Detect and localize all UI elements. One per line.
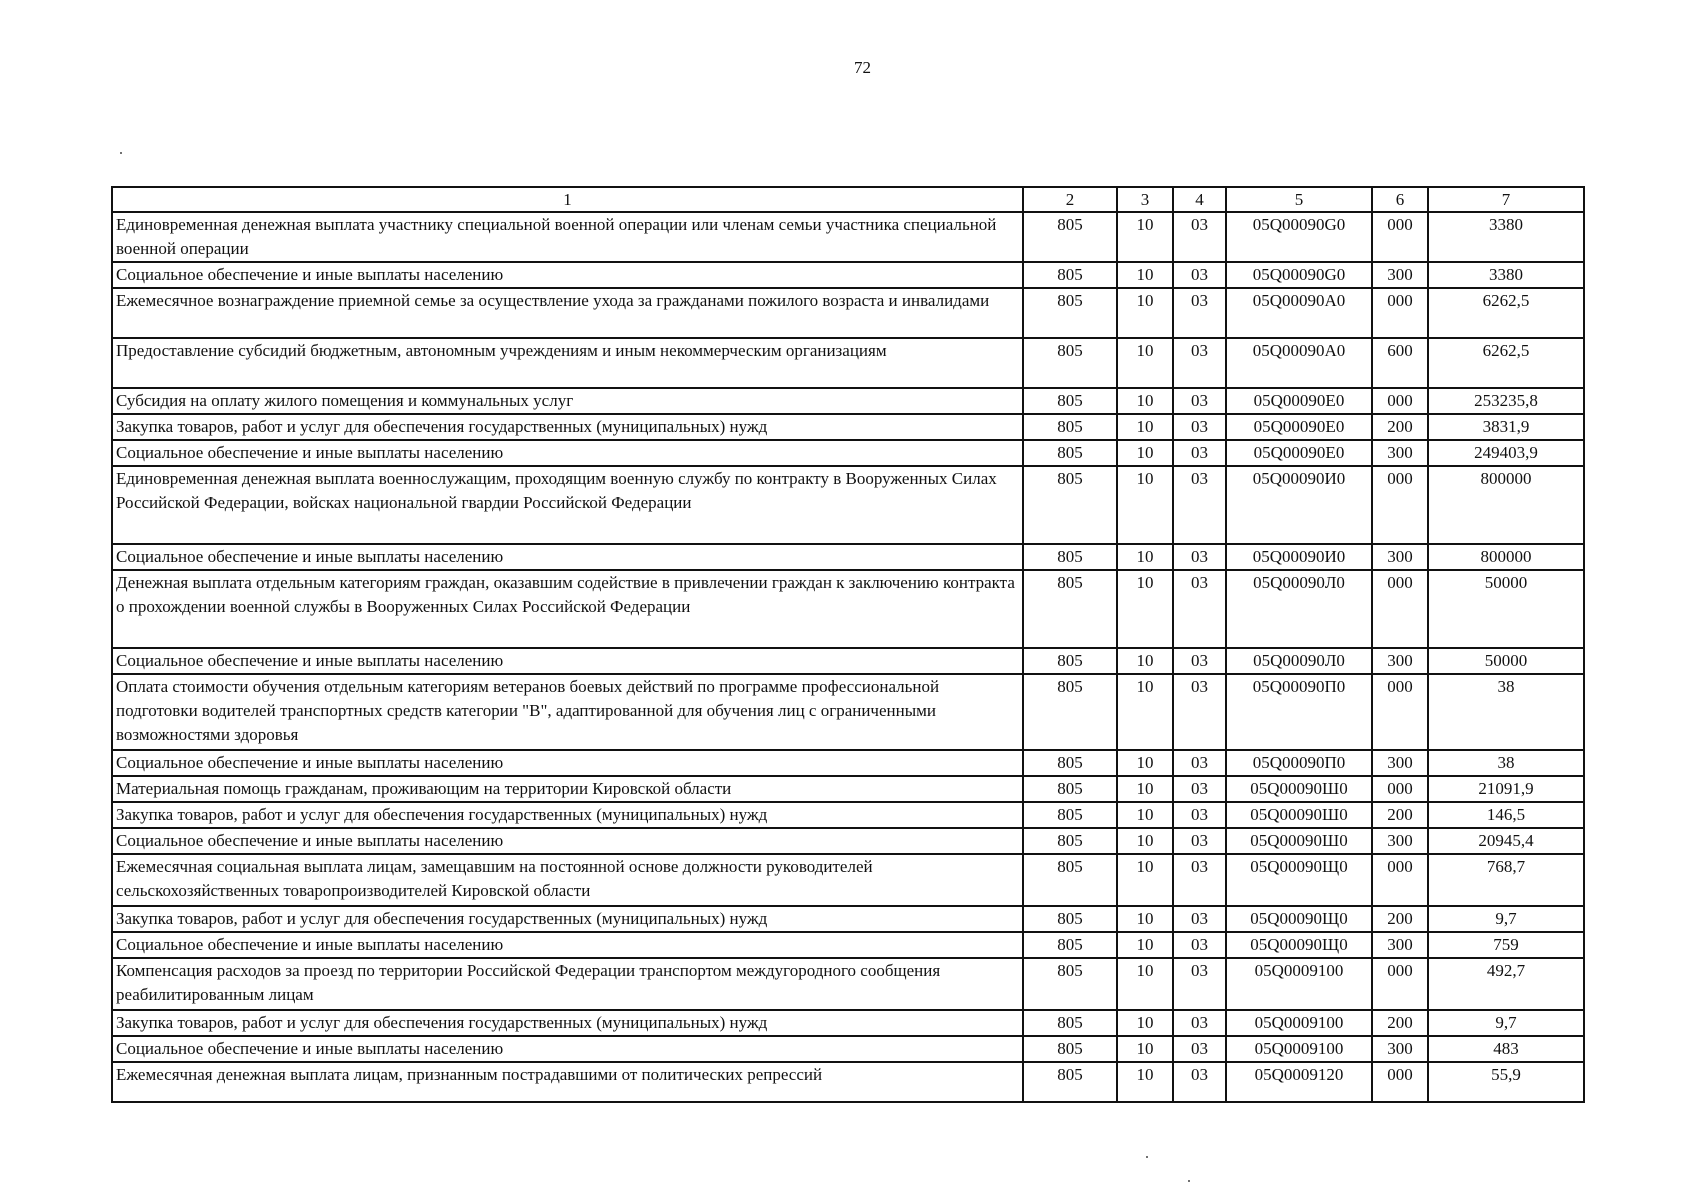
row-description: Социальное обеспечение и иные выплаты населению bbox=[112, 544, 1023, 570]
table-row bbox=[112, 414, 1584, 440]
row-code-5: 05Q00090Щ0 bbox=[1226, 906, 1372, 932]
row-code-5: 05Q00090П0 bbox=[1226, 674, 1372, 750]
row-description: Закупка товаров, работ и услуг для обеспечения государственных (муниципальных) нужд bbox=[112, 414, 1023, 440]
row-amount: 492,7 bbox=[1428, 958, 1584, 1010]
row-description: Социальное обеспечение и иные выплаты населению bbox=[112, 750, 1023, 776]
row-code-4: 03 bbox=[1173, 388, 1226, 414]
row-code-3: 10 bbox=[1117, 544, 1173, 570]
row-amount: 3831,9 bbox=[1428, 414, 1584, 440]
row-code-4: 03 bbox=[1173, 338, 1226, 388]
scan-speck bbox=[1146, 1156, 1148, 1158]
row-description: Единовременная денежная выплата военнослужащим, проходящим военную службу по контракту в Вооруженных Силах Российской Федерации, войсках национальной гвардии Российской Федерации bbox=[112, 466, 1023, 544]
row-description: Денежная выплата отдельным категориям граждан, оказавшим содействие в привлечении граждан к заключению контракта о прохождении военной службы в Вооруженных Силах Российской Федерации bbox=[112, 570, 1023, 648]
row-code-4: 03 bbox=[1173, 288, 1226, 338]
row-code-2: 805 bbox=[1023, 750, 1117, 776]
row-code-5: 05Q00090Л0 bbox=[1226, 648, 1372, 674]
row-code-6: 300 bbox=[1372, 544, 1428, 570]
row-amount: 800000 bbox=[1428, 466, 1584, 544]
row-code-2: 805 bbox=[1023, 466, 1117, 544]
column-header: 7 bbox=[1428, 187, 1584, 212]
row-amount: 38 bbox=[1428, 750, 1584, 776]
row-description: Ежемесячная социальная выплата лицам, замещавшим на постоянной основе должности руководителей сельскохозяйственных товаропроизводителей Кировской области bbox=[112, 854, 1023, 906]
row-code-5: 05Q0009100 bbox=[1226, 1036, 1372, 1062]
table-row bbox=[112, 212, 1584, 262]
row-code-3: 10 bbox=[1117, 288, 1173, 338]
table-row bbox=[112, 750, 1584, 776]
row-code-2: 805 bbox=[1023, 544, 1117, 570]
row-code-6: 300 bbox=[1372, 648, 1428, 674]
row-code-5: 05Q00090Щ0 bbox=[1226, 932, 1372, 958]
row-amount: 146,5 bbox=[1428, 802, 1584, 828]
row-code-5: 05Q00090Ш0 bbox=[1226, 802, 1372, 828]
row-amount: 9,7 bbox=[1428, 1010, 1584, 1036]
row-code-5: 05Q00090E0 bbox=[1226, 414, 1372, 440]
table-row bbox=[112, 1036, 1584, 1062]
row-code-6: 000 bbox=[1372, 854, 1428, 906]
row-code-5: 05Q00090Щ0 bbox=[1226, 854, 1372, 906]
row-code-3: 10 bbox=[1117, 414, 1173, 440]
row-code-5: 05Q00090A0 bbox=[1226, 288, 1372, 338]
table-row bbox=[112, 776, 1584, 802]
row-description: Предоставление субсидий бюджетным, автономным учреждениям и иным некоммерческим организациям bbox=[112, 338, 1023, 388]
row-code-5: 05Q00090П0 bbox=[1226, 750, 1372, 776]
row-code-3: 10 bbox=[1117, 776, 1173, 802]
row-code-4: 03 bbox=[1173, 414, 1226, 440]
row-description: Единовременная денежная выплата участнику специальной военной операции или членам семьи участника специальной военной операции bbox=[112, 212, 1023, 262]
row-amount: 6262,5 bbox=[1428, 338, 1584, 388]
row-code-6: 300 bbox=[1372, 440, 1428, 466]
row-code-3: 10 bbox=[1117, 262, 1173, 288]
row-code-6: 000 bbox=[1372, 466, 1428, 544]
row-code-6: 200 bbox=[1372, 1010, 1428, 1036]
row-code-4: 03 bbox=[1173, 906, 1226, 932]
row-description: Закупка товаров, работ и услуг для обеспечения государственных (муниципальных) нужд bbox=[112, 906, 1023, 932]
row-code-2: 805 bbox=[1023, 414, 1117, 440]
row-code-5: 05Q00090Ш0 bbox=[1226, 776, 1372, 802]
table-row bbox=[112, 958, 1584, 1010]
row-code-3: 10 bbox=[1117, 648, 1173, 674]
row-code-4: 03 bbox=[1173, 958, 1226, 1010]
row-amount: 38 bbox=[1428, 674, 1584, 750]
row-code-6: 000 bbox=[1372, 674, 1428, 750]
row-code-5: 05Q00090E0 bbox=[1226, 388, 1372, 414]
table-row bbox=[112, 466, 1584, 544]
row-code-2: 805 bbox=[1023, 854, 1117, 906]
row-amount: 55,9 bbox=[1428, 1062, 1584, 1102]
row-amount: 6262,5 bbox=[1428, 288, 1584, 338]
row-code-5: 05Q00090Ш0 bbox=[1226, 828, 1372, 854]
row-code-2: 805 bbox=[1023, 906, 1117, 932]
row-amount: 249403,9 bbox=[1428, 440, 1584, 466]
row-amount: 50000 bbox=[1428, 648, 1584, 674]
row-code-5: 05Q00090A0 bbox=[1226, 338, 1372, 388]
row-code-2: 805 bbox=[1023, 440, 1117, 466]
row-code-3: 10 bbox=[1117, 958, 1173, 1010]
column-header: 1 bbox=[112, 187, 1023, 212]
row-description: Субсидия на оплату жилого помещения и коммунальных услуг bbox=[112, 388, 1023, 414]
row-code-4: 03 bbox=[1173, 212, 1226, 262]
table-row bbox=[112, 906, 1584, 932]
row-code-4: 03 bbox=[1173, 854, 1226, 906]
row-code-6: 000 bbox=[1372, 958, 1428, 1010]
column-header: 2 bbox=[1023, 187, 1117, 212]
row-code-3: 10 bbox=[1117, 440, 1173, 466]
row-code-4: 03 bbox=[1173, 544, 1226, 570]
row-code-6: 300 bbox=[1372, 1036, 1428, 1062]
table-row bbox=[112, 828, 1584, 854]
row-description: Социальное обеспечение и иные выплаты населению bbox=[112, 262, 1023, 288]
row-code-6: 000 bbox=[1372, 570, 1428, 648]
row-code-4: 03 bbox=[1173, 1062, 1226, 1102]
row-code-5: 05Q0009120 bbox=[1226, 1062, 1372, 1102]
row-code-4: 03 bbox=[1173, 828, 1226, 854]
row-amount: 9,7 bbox=[1428, 906, 1584, 932]
table-row bbox=[112, 388, 1584, 414]
row-description: Ежемесячное вознаграждение приемной семье за осуществление ухода за гражданами пожилого возраста и инвалидами bbox=[112, 288, 1023, 338]
row-code-5: 05Q00090И0 bbox=[1226, 466, 1372, 544]
row-code-2: 805 bbox=[1023, 828, 1117, 854]
table-row bbox=[112, 854, 1584, 906]
row-code-5: 05Q00090Л0 bbox=[1226, 570, 1372, 648]
table-row bbox=[112, 648, 1584, 674]
row-code-3: 10 bbox=[1117, 212, 1173, 262]
row-code-4: 03 bbox=[1173, 674, 1226, 750]
table-row bbox=[112, 338, 1584, 388]
row-code-3: 10 bbox=[1117, 1036, 1173, 1062]
scan-speck bbox=[1188, 1180, 1190, 1182]
table-row bbox=[112, 440, 1584, 466]
row-code-2: 805 bbox=[1023, 338, 1117, 388]
row-description: Закупка товаров, работ и услуг для обеспечения государственных (муниципальных) нужд bbox=[112, 1010, 1023, 1036]
budget-table bbox=[111, 186, 1585, 1103]
row-code-3: 10 bbox=[1117, 570, 1173, 648]
row-description: Социальное обеспечение и иные выплаты населению bbox=[112, 440, 1023, 466]
row-code-5: 05Q00090G0 bbox=[1226, 212, 1372, 262]
row-code-2: 805 bbox=[1023, 648, 1117, 674]
row-description: Материальная помощь гражданам, проживающим на территории Кировской области bbox=[112, 776, 1023, 802]
row-code-4: 03 bbox=[1173, 1010, 1226, 1036]
row-code-6: 200 bbox=[1372, 906, 1428, 932]
row-description: Социальное обеспечение и иные выплаты населению bbox=[112, 932, 1023, 958]
table-row bbox=[112, 674, 1584, 750]
table-row bbox=[112, 1010, 1584, 1036]
row-description: Закупка товаров, работ и услуг для обеспечения государственных (муниципальных) нужд bbox=[112, 802, 1023, 828]
row-amount: 253235,8 bbox=[1428, 388, 1584, 414]
row-code-3: 10 bbox=[1117, 388, 1173, 414]
row-code-3: 10 bbox=[1117, 932, 1173, 958]
row-description: Социальное обеспечение и иные выплаты населению bbox=[112, 828, 1023, 854]
table-row bbox=[112, 1062, 1584, 1102]
row-code-5: 05Q00090E0 bbox=[1226, 440, 1372, 466]
row-code-5: 05Q0009100 bbox=[1226, 958, 1372, 1010]
row-code-2: 805 bbox=[1023, 212, 1117, 262]
row-code-6: 000 bbox=[1372, 388, 1428, 414]
table-row bbox=[112, 570, 1584, 648]
row-code-2: 805 bbox=[1023, 1010, 1117, 1036]
row-code-6: 000 bbox=[1372, 212, 1428, 262]
row-amount: 483 bbox=[1428, 1036, 1584, 1062]
row-amount: 3380 bbox=[1428, 212, 1584, 262]
row-code-2: 805 bbox=[1023, 1062, 1117, 1102]
row-code-6: 300 bbox=[1372, 828, 1428, 854]
scan-speck bbox=[120, 152, 122, 154]
row-amount: 20945,4 bbox=[1428, 828, 1584, 854]
row-description: Компенсация расходов за проезд по территории Российской Федерации транспортом междугородного сообщения реабилитированным лицам bbox=[112, 958, 1023, 1010]
row-code-4: 03 bbox=[1173, 440, 1226, 466]
row-code-6: 200 bbox=[1372, 414, 1428, 440]
row-code-3: 10 bbox=[1117, 802, 1173, 828]
row-code-3: 10 bbox=[1117, 906, 1173, 932]
row-description: Социальное обеспечение и иные выплаты населению bbox=[112, 1036, 1023, 1062]
row-amount: 768,7 bbox=[1428, 854, 1584, 906]
column-header: 4 bbox=[1173, 187, 1226, 212]
row-code-6: 000 bbox=[1372, 1062, 1428, 1102]
row-code-5: 05Q00090И0 bbox=[1226, 544, 1372, 570]
row-description: Оплата стоимости обучения отдельным категориям ветеранов боевых действий по программе профессиональной подготовки водителей транспортных средств категории "В", адаптированной для обучения лиц с ограниченными возможностями здоровья bbox=[112, 674, 1023, 750]
row-description: Ежемесячная денежная выплата лицам, признанным пострадавшими от политических репрессий bbox=[112, 1062, 1023, 1102]
row-code-6: 600 bbox=[1372, 338, 1428, 388]
row-code-4: 03 bbox=[1173, 648, 1226, 674]
row-code-2: 805 bbox=[1023, 262, 1117, 288]
row-amount: 3380 bbox=[1428, 262, 1584, 288]
row-code-2: 805 bbox=[1023, 802, 1117, 828]
row-code-2: 805 bbox=[1023, 388, 1117, 414]
table-row bbox=[112, 932, 1584, 958]
row-code-3: 10 bbox=[1117, 1062, 1173, 1102]
header-row bbox=[112, 187, 1584, 212]
page-number: 72 bbox=[854, 58, 871, 77]
row-code-3: 10 bbox=[1117, 674, 1173, 750]
row-code-6: 000 bbox=[1372, 776, 1428, 802]
column-header: 6 bbox=[1372, 187, 1428, 212]
row-code-6: 000 bbox=[1372, 288, 1428, 338]
row-code-3: 10 bbox=[1117, 466, 1173, 544]
row-code-4: 03 bbox=[1173, 776, 1226, 802]
row-code-6: 300 bbox=[1372, 262, 1428, 288]
table-row bbox=[112, 544, 1584, 570]
row-code-2: 805 bbox=[1023, 1036, 1117, 1062]
column-header: 3 bbox=[1117, 187, 1173, 212]
row-code-4: 03 bbox=[1173, 262, 1226, 288]
row-code-3: 10 bbox=[1117, 828, 1173, 854]
row-code-2: 805 bbox=[1023, 932, 1117, 958]
row-amount: 21091,9 bbox=[1428, 776, 1584, 802]
row-code-2: 805 bbox=[1023, 674, 1117, 750]
row-code-4: 03 bbox=[1173, 750, 1226, 776]
row-code-6: 200 bbox=[1372, 802, 1428, 828]
table-row bbox=[112, 288, 1584, 338]
row-code-4: 03 bbox=[1173, 932, 1226, 958]
row-code-5: 05Q0009100 bbox=[1226, 1010, 1372, 1036]
row-code-2: 805 bbox=[1023, 958, 1117, 1010]
table-row bbox=[112, 262, 1584, 288]
row-code-3: 10 bbox=[1117, 1010, 1173, 1036]
row-code-4: 03 bbox=[1173, 570, 1226, 648]
row-code-3: 10 bbox=[1117, 854, 1173, 906]
row-code-2: 805 bbox=[1023, 288, 1117, 338]
row-code-2: 805 bbox=[1023, 570, 1117, 648]
row-amount: 759 bbox=[1428, 932, 1584, 958]
row-code-6: 300 bbox=[1372, 750, 1428, 776]
column-header: 5 bbox=[1226, 187, 1372, 212]
row-code-4: 03 bbox=[1173, 802, 1226, 828]
row-code-5: 05Q00090G0 bbox=[1226, 262, 1372, 288]
row-description: Социальное обеспечение и иные выплаты населению bbox=[112, 648, 1023, 674]
row-code-3: 10 bbox=[1117, 750, 1173, 776]
row-code-4: 03 bbox=[1173, 466, 1226, 544]
table-row bbox=[112, 802, 1584, 828]
row-code-2: 805 bbox=[1023, 776, 1117, 802]
row-code-6: 300 bbox=[1372, 932, 1428, 958]
row-code-3: 10 bbox=[1117, 338, 1173, 388]
row-code-4: 03 bbox=[1173, 1036, 1226, 1062]
row-amount: 800000 bbox=[1428, 544, 1584, 570]
row-amount: 50000 bbox=[1428, 570, 1584, 648]
